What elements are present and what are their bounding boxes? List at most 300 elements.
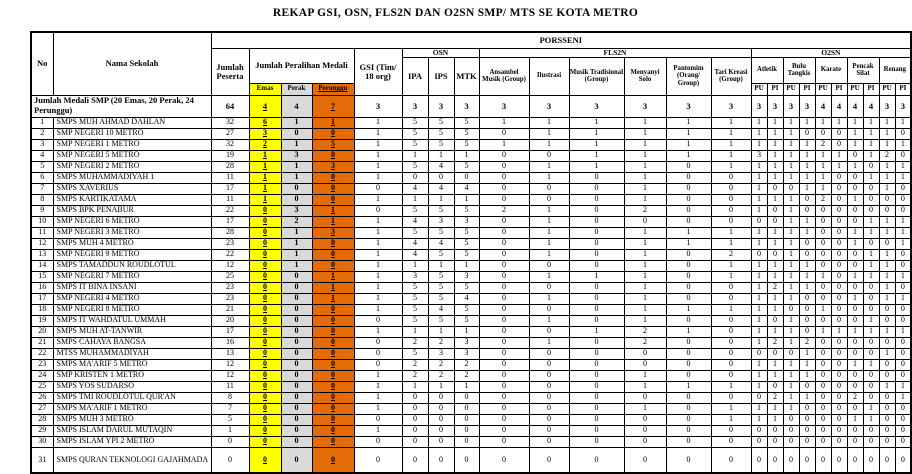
- value-cell: 0: [879, 238, 895, 249]
- value-cell: 5: [454, 238, 479, 249]
- value-cell: 0: [454, 392, 479, 403]
- value-cell: 1: [354, 128, 402, 139]
- value-cell: 0: [624, 392, 666, 403]
- value-cell: 0: [831, 194, 847, 205]
- value-cell: 0: [895, 414, 911, 425]
- value-cell: 0: [479, 370, 529, 381]
- value-cell: 0: [799, 194, 815, 205]
- school-name: SMP NEGERI 1 METRO: [53, 139, 211, 150]
- value-cell: 0: [569, 381, 624, 392]
- value-cell: 4: [428, 183, 454, 194]
- value-cell: 0: [249, 315, 281, 326]
- value-cell: 0: [402, 447, 428, 473]
- value-cell: 1: [767, 227, 783, 238]
- value-cell: 0: [529, 392, 569, 403]
- value-cell: 1: [751, 414, 767, 425]
- value-cell: 0: [666, 260, 711, 271]
- value-cell: 1: [624, 194, 666, 205]
- value-cell: 0: [847, 249, 863, 260]
- value-cell: 0: [799, 128, 815, 139]
- school-name: SMPS IT BINA INSANI: [53, 282, 211, 293]
- value-cell: 0: [249, 447, 281, 473]
- value-cell: 1: [815, 271, 831, 282]
- value-cell: 0: [847, 260, 863, 271]
- table-row: [31, 348, 911, 359]
- school-name: SMPS ISLAM YPI 2 METRO: [53, 436, 211, 447]
- value-cell: 0: [815, 205, 831, 216]
- value-cell: 11: [211, 194, 249, 205]
- value-cell: 1: [847, 117, 863, 128]
- column-header-musik-tradisional: Musik Tradisional (Group): [569, 57, 624, 95]
- value-cell: 27: [211, 128, 249, 139]
- row-number: 25: [31, 381, 53, 392]
- school-name: SMP NEGERI 9 METRO: [53, 249, 211, 260]
- value-cell: 0: [479, 128, 529, 139]
- row-number: 28: [31, 414, 53, 425]
- value-cell: 0: [815, 315, 831, 326]
- value-cell: 1: [249, 161, 281, 172]
- value-cell: 21: [211, 304, 249, 315]
- value-cell: 5: [428, 139, 454, 150]
- value-cell: 22: [211, 249, 249, 260]
- value-cell: 1: [354, 216, 402, 227]
- value-cell: 0: [529, 150, 569, 161]
- value-cell: 0: [711, 337, 751, 348]
- value-cell: 0: [831, 337, 847, 348]
- value-cell: 0: [569, 304, 624, 315]
- value-cell: 5: [428, 271, 454, 282]
- school-name: SMPS MUH AT-TANWIR: [53, 326, 211, 337]
- school-name: SMPS BPK PENABUR: [53, 205, 211, 216]
- value-cell: 1: [799, 117, 815, 128]
- value-cell: 0: [569, 249, 624, 260]
- value-cell: 1: [767, 117, 783, 128]
- value-cell: 0: [666, 425, 711, 436]
- value-cell: 0: [479, 403, 529, 414]
- school-name: SMPS CAHAYA BANGSA: [53, 337, 211, 348]
- value-cell: 1: [863, 260, 879, 271]
- value-cell: 0: [479, 249, 529, 260]
- column-header-bulu-tangkis: Bulu Tangkis: [783, 57, 815, 83]
- table-row: [31, 150, 911, 161]
- value-cell: 1: [895, 381, 911, 392]
- row-number: 9: [31, 205, 53, 216]
- value-cell: 0: [569, 348, 624, 359]
- value-cell: 1: [799, 161, 815, 172]
- value-cell: 0: [249, 205, 281, 216]
- value-cell: 7: [211, 403, 249, 414]
- table-row: [31, 282, 911, 293]
- value-cell: 0: [711, 447, 751, 473]
- summary-value-cell: 4: [249, 95, 281, 117]
- value-cell: 6: [249, 117, 281, 128]
- value-cell: 0: [249, 359, 281, 370]
- value-cell: 0: [569, 216, 624, 227]
- value-cell: 12: [211, 260, 249, 271]
- value-cell: 5: [402, 315, 428, 326]
- row-number: 23: [31, 359, 53, 370]
- row-number: 21: [31, 337, 53, 348]
- value-cell: 1: [751, 205, 767, 216]
- value-cell: 0: [831, 128, 847, 139]
- value-cell: 0: [863, 183, 879, 194]
- value-cell: 1: [751, 260, 767, 271]
- value-cell: 3: [428, 216, 454, 227]
- table-row: [31, 293, 911, 304]
- value-cell: 0: [529, 414, 569, 425]
- row-number: 27: [31, 403, 53, 414]
- value-cell: 0: [751, 436, 767, 447]
- value-cell: 0: [711, 194, 751, 205]
- table-row: [31, 337, 911, 348]
- value-cell: 0: [895, 337, 911, 348]
- recap-table: [30, 31, 912, 474]
- value-cell: 1: [783, 172, 799, 183]
- value-cell: 0: [831, 216, 847, 227]
- value-cell: 0: [354, 315, 402, 326]
- value-cell: 0: [879, 370, 895, 381]
- value-cell: 0: [879, 392, 895, 403]
- value-cell: 3: [249, 128, 281, 139]
- value-cell: 1: [711, 271, 751, 282]
- value-cell: 1: [879, 293, 895, 304]
- value-cell: 1: [879, 183, 895, 194]
- value-cell: 3: [454, 216, 479, 227]
- value-cell: 0: [847, 425, 863, 436]
- value-cell: 1: [624, 128, 666, 139]
- value-cell: 0: [529, 425, 569, 436]
- value-cell: 0: [831, 249, 847, 260]
- row-number: 10: [31, 216, 53, 227]
- value-cell: 1: [799, 172, 815, 183]
- value-cell: 0: [847, 315, 863, 326]
- value-cell: 2: [624, 326, 666, 337]
- value-cell: 0: [815, 128, 831, 139]
- value-cell: 1: [402, 260, 428, 271]
- school-name: SMPS TAMADDUN ROUDLOTUL: [53, 260, 211, 271]
- value-cell: 0: [895, 249, 911, 260]
- value-cell: 0: [569, 194, 624, 205]
- column-header-no: No: [31, 32, 53, 95]
- value-cell: 1: [711, 414, 751, 425]
- value-cell: 1: [751, 161, 767, 172]
- value-cell: 5: [454, 128, 479, 139]
- value-cell: 0: [479, 447, 529, 473]
- table-row: [31, 425, 911, 436]
- value-cell: 0: [666, 194, 711, 205]
- value-cell: 0: [281, 183, 312, 194]
- value-cell: 0: [281, 293, 312, 304]
- value-cell: 1: [751, 370, 767, 381]
- value-cell: 1: [767, 150, 783, 161]
- value-cell: 0: [783, 414, 799, 425]
- value-cell: 0: [879, 414, 895, 425]
- value-cell: 0: [454, 414, 479, 425]
- value-cell: 1: [751, 282, 767, 293]
- value-cell: 0: [428, 414, 454, 425]
- value-cell: 1: [783, 370, 799, 381]
- column-header-mtk: MTK: [454, 57, 479, 95]
- value-cell: 1: [666, 227, 711, 238]
- column-header-ilustrasi: Ilustrasi: [529, 57, 569, 95]
- value-cell: 0: [783, 436, 799, 447]
- summary-value-cell: 3: [454, 95, 479, 117]
- row-number: 19: [31, 315, 53, 326]
- value-cell: 0: [281, 370, 312, 381]
- value-cell: 0: [879, 304, 895, 315]
- value-cell: 0: [454, 172, 479, 183]
- value-cell: 2: [847, 392, 863, 403]
- value-cell: 0: [312, 337, 354, 348]
- value-cell: 17: [211, 216, 249, 227]
- value-cell: 5: [454, 205, 479, 216]
- value-cell: 1: [281, 260, 312, 271]
- value-cell: 0: [312, 370, 354, 381]
- value-cell: 1: [895, 172, 911, 183]
- column-header-pantomim: Pantomim (Orang/ Group): [666, 57, 711, 95]
- value-cell: 1: [529, 117, 569, 128]
- value-cell: 32: [211, 139, 249, 150]
- school-name: SMPS MUH 3 METRO: [53, 414, 211, 425]
- value-cell: 0: [249, 436, 281, 447]
- value-cell: 1: [569, 271, 624, 282]
- value-cell: 5: [402, 161, 428, 172]
- value-cell: 0: [281, 414, 312, 425]
- value-cell: 0: [529, 370, 569, 381]
- row-number: 8: [31, 194, 53, 205]
- value-cell: 0: [895, 150, 911, 161]
- value-cell: 1: [799, 370, 815, 381]
- value-cell: 0: [569, 183, 624, 194]
- value-cell: 0: [751, 348, 767, 359]
- row-number: 12: [31, 238, 53, 249]
- value-cell: 0: [767, 183, 783, 194]
- value-cell: 0: [666, 282, 711, 293]
- value-cell: 0: [354, 447, 402, 473]
- value-cell: 5: [428, 205, 454, 216]
- value-cell: 2: [402, 370, 428, 381]
- value-cell: 4: [428, 238, 454, 249]
- value-cell: 1: [281, 117, 312, 128]
- value-cell: 1: [879, 326, 895, 337]
- value-cell: 0: [863, 282, 879, 293]
- value-cell: 0: [312, 128, 354, 139]
- value-cell: 0: [783, 304, 799, 315]
- school-name: SMP NEGERI 7 METRO: [53, 271, 211, 282]
- value-cell: 4: [454, 293, 479, 304]
- value-cell: 1: [799, 260, 815, 271]
- value-cell: 1: [895, 139, 911, 150]
- value-cell: 1: [783, 282, 799, 293]
- value-cell: 5: [402, 282, 428, 293]
- value-cell: 1: [751, 293, 767, 304]
- value-cell: 32: [211, 117, 249, 128]
- value-cell: 1: [863, 150, 879, 161]
- value-cell: 1: [815, 161, 831, 172]
- table-row: [31, 249, 911, 260]
- value-cell: 3: [281, 150, 312, 161]
- value-cell: 0: [863, 238, 879, 249]
- value-cell: 1: [799, 139, 815, 150]
- value-cell: 1: [783, 227, 799, 238]
- value-cell: 0: [249, 304, 281, 315]
- column-header-pi: PI: [895, 83, 911, 95]
- value-cell: 1: [879, 260, 895, 271]
- value-cell: 0: [249, 425, 281, 436]
- value-cell: 5: [402, 117, 428, 128]
- value-cell: 0: [281, 425, 312, 436]
- value-cell: 22: [211, 205, 249, 216]
- value-cell: 0: [312, 326, 354, 337]
- value-cell: 0: [831, 238, 847, 249]
- value-cell: 5: [454, 249, 479, 260]
- value-cell: 0: [479, 293, 529, 304]
- value-cell: 1: [863, 139, 879, 150]
- row-number: 11: [31, 227, 53, 238]
- value-cell: 0: [895, 183, 911, 194]
- value-cell: 1: [624, 172, 666, 183]
- value-cell: 11: [211, 381, 249, 392]
- value-cell: 1: [751, 238, 767, 249]
- value-cell: 1: [767, 403, 783, 414]
- value-cell: 0: [666, 249, 711, 260]
- value-cell: 0: [281, 392, 312, 403]
- value-cell: 13: [211, 348, 249, 359]
- value-cell: 0: [529, 447, 569, 473]
- value-cell: 1: [249, 194, 281, 205]
- value-cell: 1: [863, 315, 879, 326]
- value-cell: 0: [863, 436, 879, 447]
- value-cell: 0: [895, 447, 911, 473]
- value-cell: 0: [711, 359, 751, 370]
- value-cell: 0: [895, 205, 911, 216]
- value-cell: 1: [767, 370, 783, 381]
- value-cell: 1: [624, 249, 666, 260]
- value-cell: 16: [211, 337, 249, 348]
- value-cell: 0: [479, 337, 529, 348]
- value-cell: 0: [529, 436, 569, 447]
- value-cell: 0: [847, 205, 863, 216]
- value-cell: 0: [799, 315, 815, 326]
- value-cell: 1: [711, 304, 751, 315]
- value-cell: 1: [624, 282, 666, 293]
- value-cell: 2: [624, 205, 666, 216]
- value-cell: 1: [895, 227, 911, 238]
- value-cell: 5: [402, 128, 428, 139]
- value-cell: 0: [895, 315, 911, 326]
- value-cell: 23: [211, 282, 249, 293]
- value-cell: 0: [831, 436, 847, 447]
- value-cell: 0: [529, 403, 569, 414]
- value-cell: 0: [529, 304, 569, 315]
- column-header-tari-kreasi: Tari Kreasi (Group): [711, 57, 751, 95]
- value-cell: 0: [711, 326, 751, 337]
- value-cell: 0: [879, 205, 895, 216]
- value-cell: 0: [799, 205, 815, 216]
- school-name: SMP NEGERI 5 METRO: [53, 150, 211, 161]
- value-cell: 1: [799, 392, 815, 403]
- value-cell: 0: [666, 172, 711, 183]
- value-cell: 3: [751, 150, 767, 161]
- value-cell: 0: [831, 403, 847, 414]
- summary-value-cell: 64: [211, 95, 249, 117]
- value-cell: 1: [666, 326, 711, 337]
- value-cell: 1: [624, 238, 666, 249]
- value-cell: 0: [895, 304, 911, 315]
- value-cell: 12: [211, 359, 249, 370]
- value-cell: 0: [479, 304, 529, 315]
- value-cell: 5: [454, 304, 479, 315]
- table-row: [31, 414, 911, 425]
- column-header-ips: IPS: [428, 57, 454, 95]
- value-cell: 1: [895, 293, 911, 304]
- value-cell: 2: [249, 139, 281, 150]
- value-cell: 1: [767, 293, 783, 304]
- value-cell: 0: [863, 348, 879, 359]
- value-cell: 1: [767, 304, 783, 315]
- summary-value-cell: 3: [895, 95, 911, 117]
- value-cell: 5: [428, 315, 454, 326]
- column-header-ansambel-musik: Ansambel Musik (Group): [479, 57, 529, 95]
- value-cell: 1: [783, 392, 799, 403]
- value-cell: 1: [863, 326, 879, 337]
- value-cell: 2: [767, 392, 783, 403]
- value-cell: 1: [569, 139, 624, 150]
- value-cell: 3: [454, 348, 479, 359]
- value-cell: 1: [666, 150, 711, 161]
- value-cell: 1: [529, 315, 569, 326]
- value-cell: 0: [249, 392, 281, 403]
- value-cell: 2: [815, 194, 831, 205]
- value-cell: 0: [402, 403, 428, 414]
- value-cell: 0: [751, 392, 767, 403]
- value-cell: 0: [666, 436, 711, 447]
- column-header-nama-sekolah: Nama Sekolah: [53, 32, 211, 95]
- value-cell: 1: [751, 128, 767, 139]
- value-cell: 1: [879, 348, 895, 359]
- value-cell: 1: [479, 117, 529, 128]
- value-cell: 0: [529, 183, 569, 194]
- value-cell: 25: [211, 271, 249, 282]
- value-cell: 0: [863, 293, 879, 304]
- value-cell: 0: [479, 326, 529, 337]
- value-cell: 1: [354, 282, 402, 293]
- value-cell: 0: [249, 370, 281, 381]
- value-cell: 1: [354, 392, 402, 403]
- value-cell: 1: [354, 227, 402, 238]
- value-cell: 1: [847, 271, 863, 282]
- value-cell: 5: [428, 282, 454, 293]
- summary-value-cell: 3: [711, 95, 751, 117]
- value-cell: 1: [354, 381, 402, 392]
- value-cell: 1: [666, 381, 711, 392]
- value-cell: 0: [831, 293, 847, 304]
- value-cell: 1: [751, 304, 767, 315]
- value-cell: 1: [863, 403, 879, 414]
- value-cell: 0: [569, 205, 624, 216]
- value-cell: 3: [454, 337, 479, 348]
- value-cell: 2: [767, 282, 783, 293]
- summary-value-cell: 3: [529, 95, 569, 117]
- value-cell: 1: [879, 271, 895, 282]
- value-cell: 0: [281, 282, 312, 293]
- value-cell: 0: [815, 293, 831, 304]
- value-cell: 1: [863, 117, 879, 128]
- school-name: SMP NEGERI 4 METRO: [53, 293, 211, 304]
- row-number: 6: [31, 172, 53, 183]
- value-cell: 0: [847, 304, 863, 315]
- value-cell: 0: [799, 326, 815, 337]
